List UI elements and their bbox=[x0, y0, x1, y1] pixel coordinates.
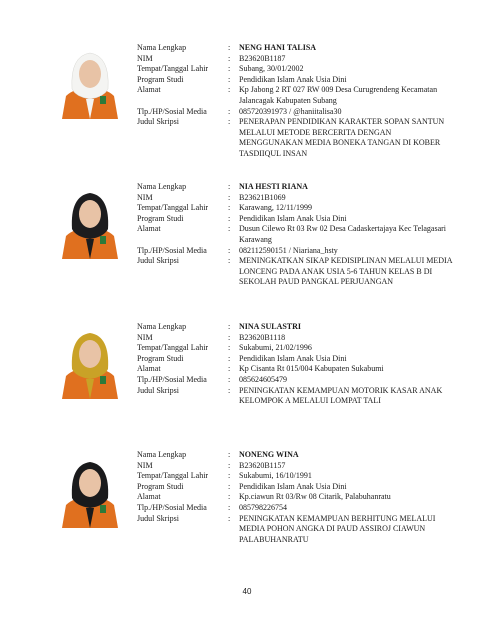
label-nim: NIM bbox=[137, 332, 153, 342]
colon: : bbox=[228, 481, 231, 491]
colon: : bbox=[228, 74, 231, 84]
colon: : bbox=[228, 374, 231, 384]
colon: : bbox=[228, 332, 231, 342]
value-judul: PENINGKATAN KEMAMPUAN MOTORIK KASAR ANAK KELOMPOK A MELALUI LOMPAT TALI bbox=[239, 385, 443, 406]
colon: : bbox=[228, 192, 231, 202]
label-alamat: Alamat bbox=[137, 85, 161, 95]
value-prodi: Pendidikan Islam Anak Usia Dini bbox=[239, 353, 347, 363]
value-nim: B23620B1187 bbox=[239, 53, 286, 63]
value-ttl: Sukabumi, 21/02/1996 bbox=[239, 343, 312, 353]
label-prodi: Program Studi bbox=[137, 481, 184, 491]
label-judul: Judul Skripsi bbox=[137, 513, 180, 523]
value-judul: MENINGKATKAN SIKAP KEDISIPLINAN MELALUI MEDIA LONCENG PADA ANAK USIA 5-6 TAHUN KELAS B DI SEKOLAH PAUD PANGKAL PERJUANGAN bbox=[239, 256, 453, 287]
value-nama: NINA SULASTRI bbox=[239, 322, 302, 331]
student-fields bbox=[137, 182, 457, 288]
value-judul: PENINGKATAN KEMAMPUAN BERHITUNG MELALUI MEDIA POHON ANGKA DI PAUD ASSIROJ CIAWUN PALABUHANRATU bbox=[239, 513, 436, 544]
label-judul: Judul Skripsi bbox=[137, 385, 180, 395]
student-photo bbox=[60, 324, 120, 399]
colon: : bbox=[228, 450, 231, 459]
value-tlp: 085720391973 / @haniitalisa30 bbox=[239, 106, 342, 116]
colon: : bbox=[228, 106, 231, 116]
label-prodi: Program Studi bbox=[137, 74, 184, 84]
label-prodi: Program Studi bbox=[137, 213, 184, 223]
label-judul: Judul Skripsi bbox=[137, 117, 180, 127]
label-alamat: Alamat bbox=[137, 492, 161, 502]
value-tlp: 085798226754 bbox=[239, 502, 287, 512]
colon: : bbox=[228, 322, 231, 331]
value-tlp: 082112590151 / Niariana_hsty bbox=[239, 245, 338, 255]
student-photo bbox=[60, 453, 120, 528]
colon: : bbox=[228, 492, 231, 502]
value-prodi: Pendidikan Islam Anak Usia Dini bbox=[239, 481, 347, 491]
label-nama: Nama Lengkap bbox=[137, 43, 187, 52]
colon: : bbox=[228, 502, 231, 512]
colon: : bbox=[228, 245, 231, 255]
value-alamat: Kp.ciawun Rt 03/Rw 08 Citarik, Palabuhanratu bbox=[239, 492, 391, 502]
label-alamat: Alamat bbox=[137, 224, 161, 234]
value-alamat: Kp Cisanta Rt 015/004 Kabupaten Sukabumi bbox=[239, 364, 384, 374]
label-nama: Nama Lengkap bbox=[137, 322, 187, 331]
value-nim: B23620B1118 bbox=[239, 332, 286, 342]
label-nama: Nama Lengkap bbox=[137, 182, 187, 191]
value-nim: B23620B1157 bbox=[239, 460, 286, 470]
student-fields bbox=[137, 322, 457, 407]
colon: : bbox=[228, 43, 231, 52]
label-nim: NIM bbox=[137, 460, 153, 470]
value-tlp: 085624605479 bbox=[239, 374, 287, 384]
colon: : bbox=[228, 471, 231, 481]
student-photo bbox=[60, 184, 120, 259]
colon: : bbox=[228, 203, 231, 213]
colon: : bbox=[228, 53, 231, 63]
value-prodi: Pendidikan Islam Anak Usia Dini bbox=[239, 74, 347, 84]
value-ttl: Subang, 30/01/2002 bbox=[239, 64, 304, 74]
student-fields bbox=[137, 43, 457, 160]
value-nim: B23621B1069 bbox=[239, 192, 286, 202]
label-nim: NIM bbox=[137, 53, 153, 63]
colon: : bbox=[228, 117, 231, 127]
label-tlp: Tlp./HP/Sosial Media bbox=[137, 245, 207, 255]
value-judul: PENERAPAN PENDIDIKAN KARAKTER SOPAN SANTUN MELALUI METODE BERCERITA DENGAN MENGGUNAKAN MEDIA BONEKA TANGAN DI KOBER TASDIIQUL INSAN bbox=[239, 117, 445, 158]
label-ttl: Tempat/Tanggal Lahir bbox=[137, 343, 209, 353]
value-ttl: Karawang, 12/11/1999 bbox=[239, 203, 313, 213]
colon: : bbox=[228, 513, 231, 523]
colon: : bbox=[228, 213, 231, 223]
label-nama: Nama Lengkap bbox=[137, 450, 187, 459]
colon: : bbox=[228, 64, 231, 74]
label-tlp: Tlp./HP/Sosial Media bbox=[137, 374, 207, 384]
label-ttl: Tempat/Tanggal Lahir bbox=[137, 471, 209, 481]
label-ttl: Tempat/Tanggal Lahir bbox=[137, 64, 209, 74]
page-number: 40 bbox=[242, 587, 252, 596]
label-judul: Judul Skripsi bbox=[137, 256, 180, 266]
colon: : bbox=[228, 460, 231, 470]
label-tlp: Tlp./HP/Sosial Media bbox=[137, 502, 207, 512]
value-alamat: Kp Jabong 2 RT 027 RW 009 Desa Curugrendeng Kecamatan Jalancagak Kabupaten Subang bbox=[239, 85, 438, 105]
value-ttl: Sukabumi, 16/10/1991 bbox=[239, 471, 312, 481]
colon: : bbox=[228, 385, 231, 395]
value-nama: NIA HESTI RIANA bbox=[239, 182, 308, 191]
label-alamat: Alamat bbox=[137, 364, 161, 374]
student-photo bbox=[60, 44, 120, 119]
label-tlp: Tlp./HP/Sosial Media bbox=[137, 106, 207, 116]
label-prodi: Program Studi bbox=[137, 353, 184, 363]
student-fields bbox=[137, 450, 457, 545]
colon: : bbox=[228, 85, 231, 95]
colon: : bbox=[228, 343, 231, 353]
colon: : bbox=[228, 182, 231, 191]
label-nim: NIM bbox=[137, 192, 153, 202]
value-alamat: Dusun Cilewo Rt 03 Rw 02 Desa Cadaskertajaya Kec Telagasari Karawang bbox=[239, 224, 447, 244]
colon: : bbox=[228, 224, 231, 234]
colon: : bbox=[228, 256, 231, 266]
colon: : bbox=[228, 364, 231, 374]
colon: : bbox=[228, 353, 231, 363]
value-prodi: Pendidikan Islam Anak Usia Dini bbox=[239, 213, 347, 223]
value-nama: NENG HANI TALISA bbox=[239, 43, 317, 52]
value-nama: NONENG WINA bbox=[239, 450, 299, 459]
label-ttl: Tempat/Tanggal Lahir bbox=[137, 203, 209, 213]
